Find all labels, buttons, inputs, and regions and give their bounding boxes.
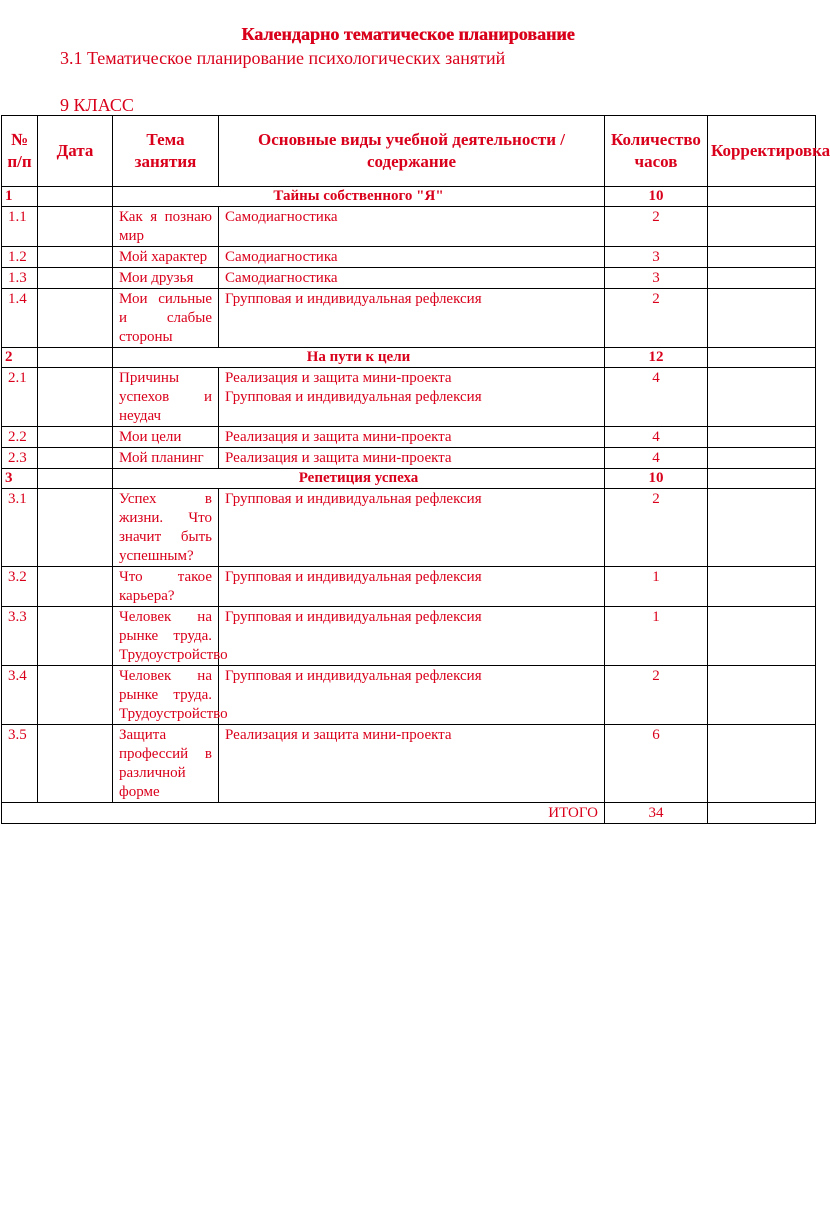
table-body	[2, 187, 816, 803]
lesson-num: 2.1	[2, 368, 38, 427]
activity-line: Реализация и защита мини-проекта	[225, 370, 452, 386]
lesson-date-cell	[38, 489, 113, 567]
lesson-hours: 6	[605, 725, 708, 803]
section-name: Тайны собственного "Я"	[113, 187, 605, 207]
lesson-activity	[219, 289, 605, 348]
total-hours: 34	[605, 803, 708, 824]
section-row	[2, 348, 816, 368]
lesson-activity	[219, 207, 605, 247]
activity-line: Групповая и индивидуальная рефлексия	[225, 609, 482, 625]
lesson-correction-cell	[708, 368, 816, 427]
header-date: Дата	[38, 116, 113, 187]
table-row	[2, 666, 816, 725]
lesson-hours: 1	[605, 607, 708, 666]
lesson-date-cell	[38, 448, 113, 469]
section-date-cell	[38, 187, 113, 207]
total-label: ИТОГО	[2, 803, 605, 824]
lesson-correction-cell	[708, 289, 816, 348]
total-correction-cell	[708, 803, 816, 824]
activity-line: Самодиагностика	[225, 209, 338, 225]
total-row	[2, 803, 816, 824]
lesson-topic: Мои друзья	[113, 268, 219, 289]
table-row	[2, 289, 816, 348]
table-header-row	[2, 116, 816, 187]
lesson-activity	[219, 448, 605, 469]
section-correction-cell	[708, 187, 816, 207]
table-row	[2, 247, 816, 268]
grade-label: 9 КЛАСС	[60, 95, 134, 115]
lesson-hours: 3	[605, 268, 708, 289]
lesson-date-cell	[38, 207, 113, 247]
section-num: 3	[2, 469, 38, 489]
lesson-correction-cell	[708, 489, 816, 567]
section-hours: 10	[605, 469, 708, 489]
section-name: На пути к цели	[113, 348, 605, 368]
page-subtitle: 3.1 Тематическое планирование психологических занятий	[60, 48, 506, 68]
lesson-hours: 2	[605, 666, 708, 725]
lesson-topic: Защита профессий в различной форме	[113, 725, 219, 803]
section-hours: 10	[605, 187, 708, 207]
lesson-correction-cell	[708, 427, 816, 448]
section-num: 2	[2, 348, 38, 368]
header-hours: Количество часов	[605, 116, 708, 187]
lesson-topic: Мой планинг	[113, 448, 219, 469]
lesson-correction-cell	[708, 268, 816, 289]
lesson-topic: Мои цели	[113, 427, 219, 448]
activity-line: Групповая и индивидуальная рефлексия	[225, 389, 482, 405]
table-row	[2, 607, 816, 666]
table-row	[2, 368, 816, 427]
lesson-hours: 1	[605, 567, 708, 607]
section-hours: 12	[605, 348, 708, 368]
lesson-hours: 2	[605, 207, 708, 247]
lesson-num: 2.3	[2, 448, 38, 469]
lesson-activity	[219, 725, 605, 803]
activity-line: Групповая и индивидуальная рефлексия	[225, 569, 482, 585]
table-row	[2, 427, 816, 448]
lesson-topic: Мои сильные и слабые стороны	[113, 289, 219, 348]
activity-line: Групповая и индивидуальная рефлексия	[225, 668, 482, 684]
lesson-date-cell	[38, 368, 113, 427]
lesson-activity	[219, 268, 605, 289]
header-num: № п/п	[2, 116, 38, 187]
lesson-topic: Человек на рынке труда. Трудоустройство	[113, 666, 219, 725]
lesson-num: 1.3	[2, 268, 38, 289]
activity-line: Самодиагностика	[225, 270, 338, 286]
lesson-hours: 4	[605, 368, 708, 427]
lesson-date-cell	[38, 607, 113, 666]
lesson-correction-cell	[708, 607, 816, 666]
table-row	[2, 567, 816, 607]
lesson-num: 1.2	[2, 247, 38, 268]
lesson-activity	[219, 427, 605, 448]
header-topic: Тема занятия	[113, 116, 219, 187]
lesson-activity	[219, 489, 605, 567]
section-num: 1	[2, 187, 38, 207]
lesson-date-cell	[38, 427, 113, 448]
lesson-num: 3.2	[2, 567, 38, 607]
lesson-activity	[219, 247, 605, 268]
table-row	[2, 725, 816, 803]
lesson-correction-cell	[708, 207, 816, 247]
section-correction-cell	[708, 348, 816, 368]
lesson-date-cell	[38, 268, 113, 289]
table-row	[2, 268, 816, 289]
lesson-date-cell	[38, 567, 113, 607]
lesson-num: 1.1	[2, 207, 38, 247]
lesson-date-cell	[38, 289, 113, 348]
section-row	[2, 187, 816, 207]
lesson-num: 3.5	[2, 725, 38, 803]
lesson-num: 3.1	[2, 489, 38, 567]
lesson-topic: Человек на рынке труда. Трудоустройство	[113, 607, 219, 666]
activity-line: Реализация и защита мини-проекта	[225, 429, 452, 445]
lesson-correction-cell	[708, 448, 816, 469]
page-title: Календарно тематическое планирование	[241, 24, 575, 44]
lesson-num: 2.2	[2, 427, 38, 448]
lesson-activity	[219, 567, 605, 607]
lesson-topic: Успех в жизни. Что значит быть успешным?	[113, 489, 219, 567]
lesson-date-cell	[38, 247, 113, 268]
lesson-hours: 4	[605, 427, 708, 448]
lesson-hours: 2	[605, 289, 708, 348]
activity-line: Групповая и индивидуальная рефлексия	[225, 491, 482, 507]
lesson-topic: Причины успехов и неудач	[113, 368, 219, 427]
lesson-activity	[219, 666, 605, 725]
lesson-hours: 3	[605, 247, 708, 268]
lesson-date-cell	[38, 666, 113, 725]
lesson-num: 1.4	[2, 289, 38, 348]
lesson-topic: Мой характер	[113, 247, 219, 268]
table-row	[2, 207, 816, 247]
lesson-hours: 4	[605, 448, 708, 469]
lesson-correction-cell	[708, 567, 816, 607]
lesson-hours: 2	[605, 489, 708, 567]
lesson-num: 3.4	[2, 666, 38, 725]
lesson-correction-cell	[708, 666, 816, 725]
section-date-cell	[38, 469, 113, 489]
thematic-plan-table	[1, 115, 830, 824]
section-date-cell	[38, 348, 113, 368]
lesson-activity	[219, 607, 605, 666]
lesson-activity	[219, 368, 605, 427]
lesson-num: 3.3	[2, 607, 38, 666]
lesson-topic: Как я познаю мир	[113, 207, 219, 247]
table-row	[2, 448, 816, 469]
activity-line: Самодиагностика	[225, 249, 338, 265]
activity-line: Реализация и защита мини-проекта	[225, 450, 452, 466]
activity-line: Реализация и защита мини-проекта	[225, 727, 452, 743]
lesson-correction-cell	[708, 725, 816, 803]
header-correction: Корректировка	[708, 116, 816, 187]
lesson-date-cell	[38, 725, 113, 803]
lesson-correction-cell	[708, 247, 816, 268]
header-activity: Основные виды учебной деятельности / содержание	[219, 116, 605, 187]
section-correction-cell	[708, 469, 816, 489]
lesson-topic: Что такое карьера?	[113, 567, 219, 607]
section-row	[2, 469, 816, 489]
activity-line: Групповая и индивидуальная рефлексия	[225, 291, 482, 307]
section-name: Репетиция успеха	[113, 469, 605, 489]
table-row	[2, 489, 816, 567]
